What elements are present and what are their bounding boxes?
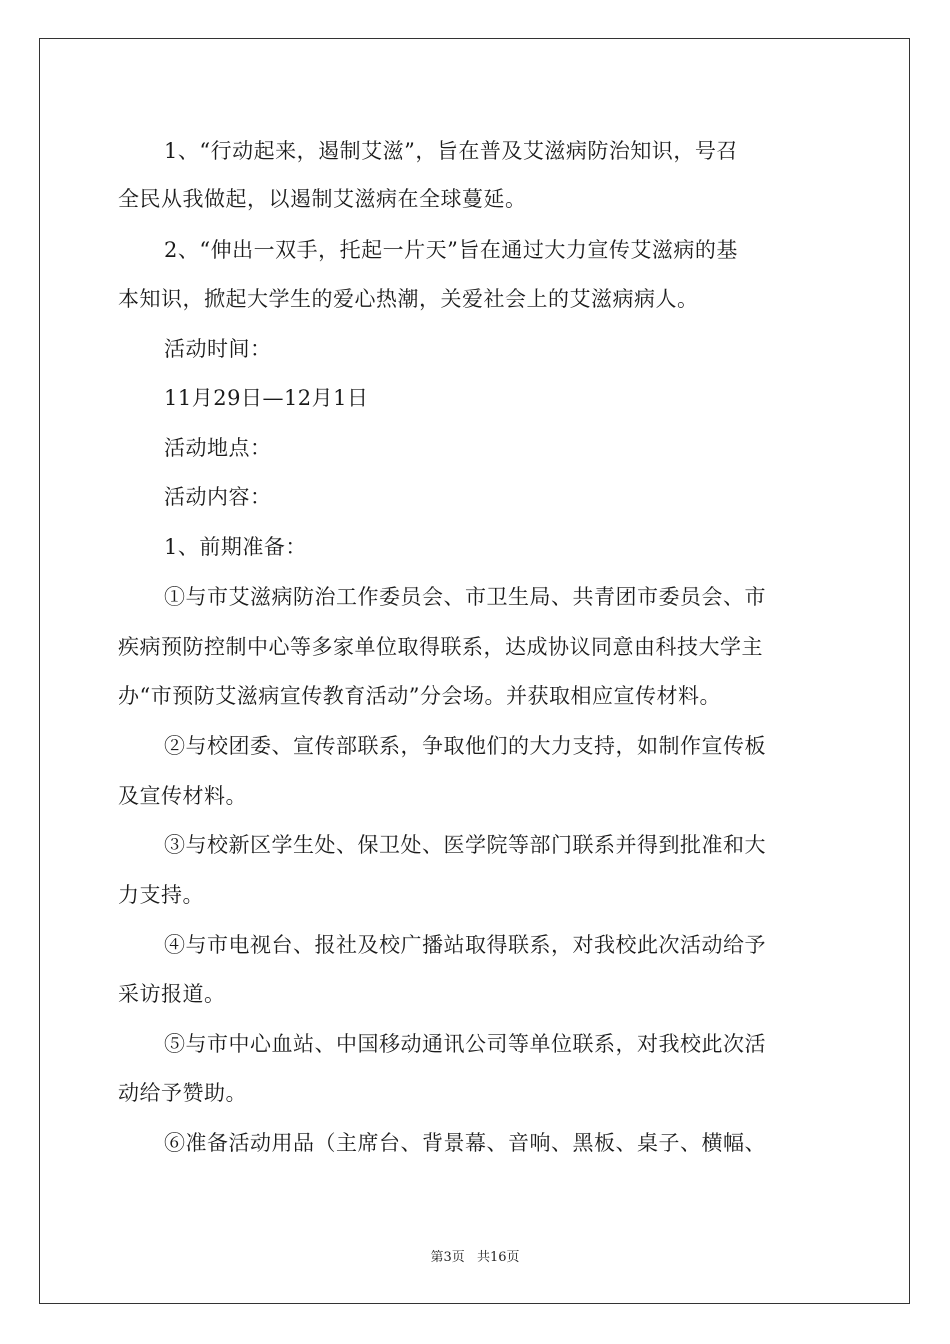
paragraph-line: 力支持。 [118,883,204,907]
page-frame [39,38,910,1304]
paragraph-line: 1、“行动起来，遏制艾滋”，旨在普及艾滋病防治知识，号召 [164,139,738,163]
subsection-heading: 1、前期准备： [164,535,307,559]
paragraph-line: 办“市预防艾滋病宣传教育活动”分会场。并获取相应宣传材料。 [118,684,721,708]
section-label: 活动时间： [164,337,272,361]
page-footer [0,1246,950,1265]
paragraph-line: 疾病预防控制中心等多家单位取得联系，达成协议同意由科技大学主 [118,635,763,659]
paragraph-line: ⑥准备活动用品（主席台、背景幕、音响、黑板、桌子、横幅、 [164,1131,766,1155]
section-label: 活动内容： [164,485,272,509]
page-total: 共16页 [476,1250,520,1265]
paragraph-line: ③与校新区学生处、保卫处、医学院等部门联系并得到批准和大 [164,833,766,857]
paragraph-line: ④与市电视台、报社及校广播站取得联系，对我校此次活动给予 [164,933,766,957]
date-range: 11月29日—12月1日 [164,386,369,410]
paragraph-line: 2、“伸出一双手，托起一片天”旨在通过大力宣传艾滋病的基 [164,238,738,262]
page-number: 第3页 [430,1250,465,1265]
paragraph-line: ①与市艾滋病防治工作委员会、市卫生局、共青团市委员会、市 [164,585,766,609]
paragraph-line: ⑤与市中心血站、中国移动通讯公司等单位联系，对我校此次活 [164,1032,766,1056]
paragraph-line: 动给予赞助。 [118,1081,247,1105]
paragraph-line: 及宣传材料。 [118,784,247,808]
section-label: 活动地点： [164,436,272,460]
paragraph-line: 全民从我做起，以遏制艾滋病在全球蔓延。 [118,187,527,211]
paragraph-line: ②与校团委、宣传部联系，争取他们的大力支持，如制作宣传板 [164,734,766,758]
paragraph-line: 采访报道。 [118,982,226,1006]
paragraph-line: 本知识，掀起大学生的爱心热潮，关爱社会上的艾滋病病人。 [118,287,699,311]
